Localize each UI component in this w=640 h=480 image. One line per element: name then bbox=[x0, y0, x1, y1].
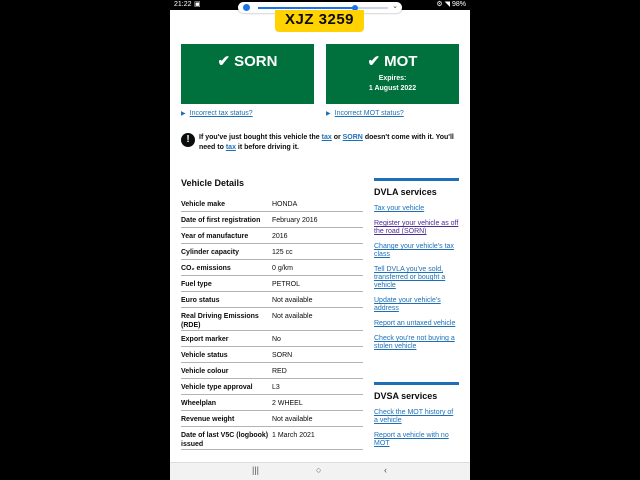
dvsa-services bbox=[374, 382, 459, 455]
row-value: 125 cc bbox=[272, 249, 293, 256]
tax-link[interactable]: tax bbox=[321, 134, 332, 141]
row-value: 1 March 2021 bbox=[272, 432, 315, 439]
section-bar bbox=[374, 178, 459, 181]
row-value: 2 WHEEL bbox=[272, 400, 303, 407]
notification-icon: ▣ bbox=[194, 1, 201, 8]
play-icon[interactable] bbox=[243, 4, 250, 11]
battery-level: 98% bbox=[451, 1, 466, 8]
dvla-link[interactable]: Check you're not buying a stolen vehicle bbox=[374, 335, 455, 350]
home-icon[interactable]: ○ bbox=[316, 465, 322, 475]
table-row bbox=[181, 308, 363, 331]
mot-status-panel bbox=[326, 44, 459, 104]
dvla-link[interactable]: Tax your vehicle bbox=[374, 205, 425, 212]
row-label: Date of last V5C (logbook) issued bbox=[181, 432, 269, 448]
dvsa-links bbox=[374, 409, 459, 448]
seek-progress bbox=[258, 7, 356, 9]
row-value: 2016 bbox=[272, 233, 288, 240]
row-label: Fuel type bbox=[181, 281, 212, 288]
row-value: PETROL bbox=[272, 281, 301, 288]
table-row bbox=[181, 347, 363, 363]
warning-text-4: it before driving it. bbox=[235, 144, 299, 151]
incorrect-tax-label[interactable]: Incorrect tax status? bbox=[189, 110, 253, 117]
clock: 21:22 bbox=[174, 1, 192, 8]
dvla-link[interactable]: Report an untaxed vehicle bbox=[374, 320, 456, 327]
exclamation-icon: ! bbox=[181, 133, 195, 147]
row-label: CO₂ emissions bbox=[181, 265, 231, 272]
sorn-status-panel bbox=[181, 44, 314, 104]
triangle-right-icon: ▶ bbox=[181, 111, 186, 117]
row-value: Not available bbox=[272, 416, 313, 423]
dvsa-services-heading: DVSA services bbox=[374, 391, 438, 401]
dvla-services bbox=[374, 178, 459, 358]
table-row bbox=[181, 363, 363, 379]
table-row bbox=[181, 379, 363, 395]
row-label: Vehicle make bbox=[181, 201, 225, 208]
row-value: RED bbox=[272, 368, 287, 375]
chevron-down-icon[interactable]: ⌄ bbox=[392, 3, 398, 10]
row-label: Revenue weight bbox=[181, 416, 235, 423]
row-value: L3 bbox=[272, 384, 280, 391]
registration-plate: XJZ 3259 bbox=[275, 10, 364, 32]
dvla-links bbox=[374, 205, 459, 351]
incorrect-mot-label[interactable]: Incorrect MOT status? bbox=[334, 110, 404, 117]
warning-text-2: or bbox=[331, 134, 343, 141]
table-row bbox=[181, 411, 363, 427]
row-value: Not available bbox=[272, 313, 313, 320]
check-icon: ✔ bbox=[367, 53, 381, 70]
row-label: Export marker bbox=[181, 336, 229, 343]
table-row bbox=[181, 260, 363, 276]
mot-expires-label: Expires: bbox=[378, 75, 407, 82]
dvla-link[interactable]: Tell DVLA you've sold, transferred or bought a vehicle bbox=[374, 266, 446, 289]
incorrect-mot-link[interactable] bbox=[326, 110, 404, 117]
row-label: Real Driving Emissions (RDE) bbox=[181, 313, 259, 329]
section-bar bbox=[374, 382, 459, 385]
battery-indicator: ⚙ ◥ 98% bbox=[436, 1, 466, 8]
incorrect-tax-link[interactable] bbox=[181, 110, 253, 117]
warning-text bbox=[199, 133, 461, 153]
warning-text-1: If you've just bought this vehicle the bbox=[199, 134, 322, 141]
table-row bbox=[181, 212, 363, 228]
mot-title: MOT bbox=[384, 53, 418, 70]
row-label: Year of manufacture bbox=[181, 233, 249, 240]
row-value: Not available bbox=[272, 297, 313, 304]
vehicle-details-table bbox=[181, 196, 363, 450]
row-value: 0 g/km bbox=[272, 265, 294, 272]
row-value: HONDA bbox=[272, 201, 298, 208]
table-row bbox=[181, 427, 363, 450]
browser-viewport bbox=[170, 0, 470, 480]
seek-track[interactable] bbox=[258, 7, 388, 9]
table-row bbox=[181, 331, 363, 347]
row-label: Vehicle type approval bbox=[181, 384, 253, 391]
dvla-link[interactable]: Register your vehicle as off the road (SORN) bbox=[374, 220, 459, 235]
table-row bbox=[181, 244, 363, 260]
android-nav-bar bbox=[170, 462, 470, 480]
dvla-link[interactable]: Update your vehicle's address bbox=[374, 297, 441, 312]
row-label: Date of first registration bbox=[181, 217, 261, 224]
triangle-right-icon: ▶ bbox=[326, 111, 331, 117]
recent-apps-icon[interactable]: ||| bbox=[252, 465, 260, 475]
row-value: SORN bbox=[272, 352, 293, 359]
sorn-link[interactable]: SORN bbox=[342, 134, 363, 141]
table-row bbox=[181, 196, 363, 212]
table-row bbox=[181, 276, 363, 292]
warning-text-3: doesn't come with it. You'll need to bbox=[199, 134, 454, 151]
row-value: No bbox=[272, 336, 281, 343]
row-value: February 2016 bbox=[272, 217, 318, 224]
dvsa-link[interactable]: Report a vehicle with no MOT bbox=[374, 432, 449, 447]
table-row bbox=[181, 228, 363, 244]
tax-link-2[interactable]: tax bbox=[225, 144, 236, 151]
vehicle-details-heading: Vehicle Details bbox=[181, 178, 245, 188]
sorn-title: SORN bbox=[234, 53, 278, 70]
row-label: Vehicle colour bbox=[181, 368, 229, 375]
dvsa-link[interactable]: Check the MOT history of a vehicle bbox=[374, 409, 454, 424]
dvla-link[interactable]: Change your vehicle's tax class bbox=[374, 243, 454, 258]
table-row bbox=[181, 395, 363, 411]
row-label: Wheelplan bbox=[181, 400, 217, 407]
mot-expires-date: 1 August 2022 bbox=[368, 85, 417, 92]
dvla-services-heading: DVLA services bbox=[374, 187, 437, 197]
table-row bbox=[181, 292, 363, 308]
row-label: Cylinder capacity bbox=[181, 249, 239, 256]
row-label: Vehicle status bbox=[181, 352, 228, 359]
warning-notice bbox=[181, 133, 461, 153]
check-icon: ✔ bbox=[217, 53, 231, 70]
row-label: Euro status bbox=[181, 297, 220, 304]
back-icon[interactable]: ‹ bbox=[384, 465, 387, 475]
